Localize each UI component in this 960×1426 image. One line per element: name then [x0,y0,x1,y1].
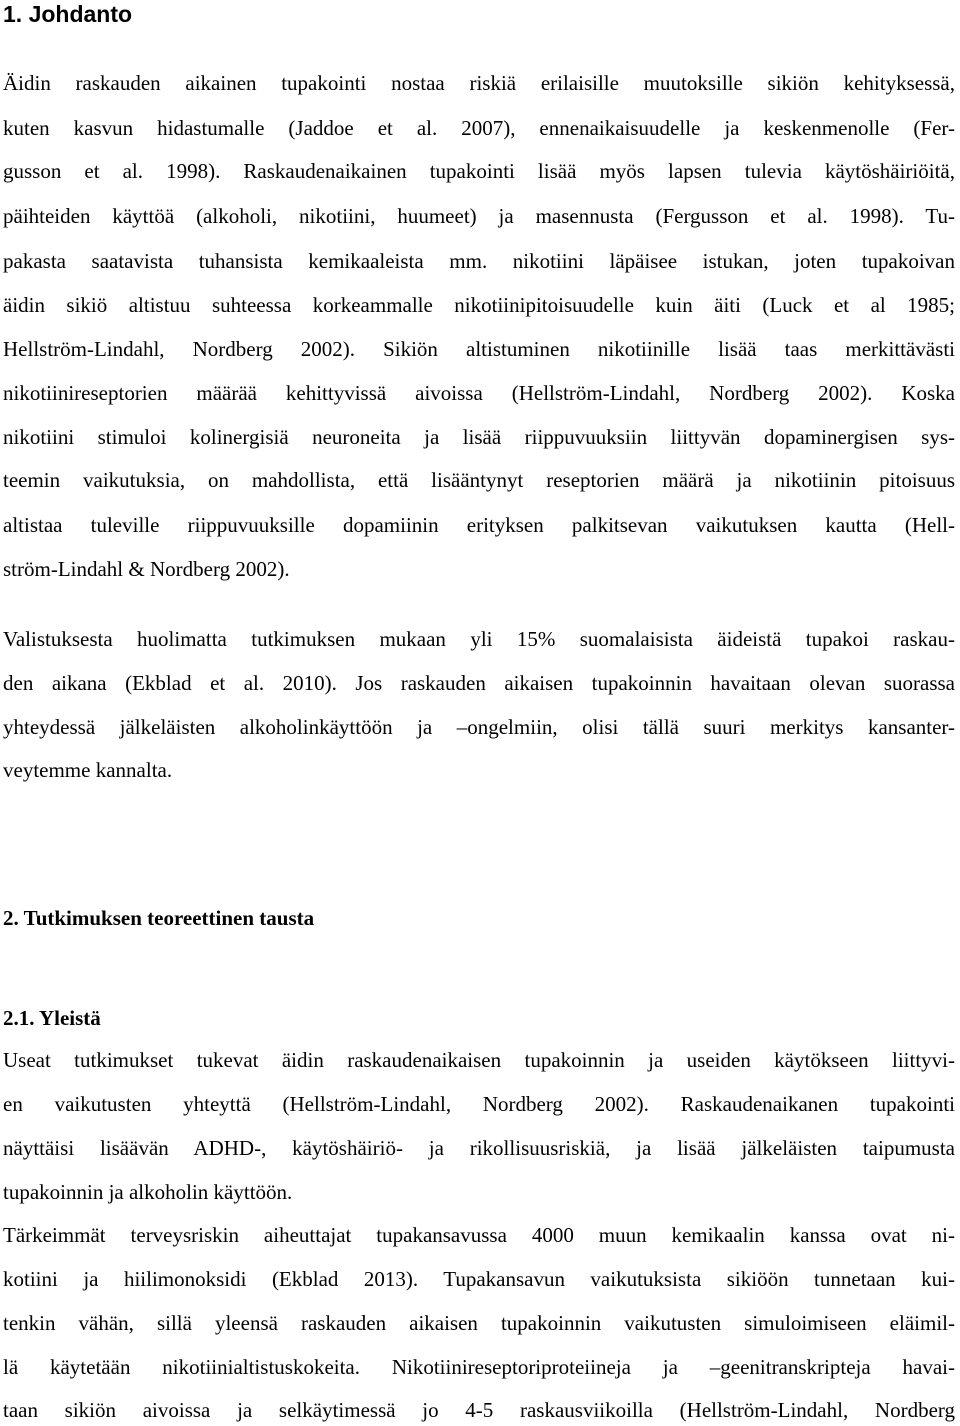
text-line: tenkin vähän, sillä yleensä raskauden aikaisen tupakoinnin vaikutusten simuloimiseen eläimil- [3,1311,955,1335]
text-line: en vaikutusten yhteyttä (Hellström-Lindahl, Nordberg 2002). Raskaudenaikanen tupakointi [3,1092,955,1116]
text-line: Valistuksesta huolimatta tutkimuksen mukaan yli 15% suomalaisista äideistä tupakoi raskau- [3,627,955,651]
text-line: nikotiini stimuloi kolinergisiä neuroneita ja lisää riippuvuuksiin liittyvän dopaminergisen sys- [3,425,955,449]
subsection-heading-yleista: 2.1. Yleistä [3,1006,101,1030]
text-line: kuten kasvun hidastumalle (Jaddoe et al. 2007), ennenaikaisuudelle ja keskenmenolle (Fer- [3,116,955,140]
text-line: yhteydessä jälkeläisten alkoholinkäyttöön ja –ongelmiin, olisi tällä suuri merkitys kansanter- [3,715,955,739]
text-line: kotiini ja hiilimonoksidi (Ekblad 2013). Tupakansavun vaikutuksista sikiöön tunnetaan kui- [3,1267,955,1291]
text-line: Hellström-Lindahl, Nordberg 2002). Sikiön altistuminen nikotiinille lisää taas merkittävästi [3,337,955,361]
text-line: päihteiden käyttöä (alkoholi, nikotiini, huumeet) ja masennusta (Fergusson et al. 1998). Tu- [3,204,955,228]
text-line: teemin vaikutuksia, on mahdollista, että lisääntynyt reseptorien määrä ja nikotiinin pitoisuus [3,468,955,492]
section-heading-johdanto: 1. Johdanto [3,1,133,27]
text-line: ström-Lindahl & Nordberg 2002). [3,557,290,581]
text-line: taan sikiön aivoissa ja selkäytimessä jo 4-5 raskausviikoilla (Hellström-Lindahl, Nordberg [3,1398,955,1422]
text-line: Tärkeimmät terveysriskin aiheuttajat tupakansavussa 4000 muun kemikaalin kanssa ovat ni- [3,1223,955,1247]
text-line: näyttäisi lisäävän ADHD-, käytöshäiriö- ja rikollisuusriskiä, ja lisää jälkeläisten taipumusta [3,1136,955,1160]
text-line: tupakoinnin ja alkoholin käyttöön. [3,1180,293,1204]
text-line: äidin sikiö altistuu suhteessa korkeammalle nikotiinipitoisuudelle kuin äiti (Luck et al 1985; [3,293,955,317]
text-line: Useat tutkimukset tukevat äidin raskaudenaikaisen tupakoinnin ja useiden käytökseen liittyvi- [3,1048,955,1072]
text-line: lä käytetään nikotiinialtistuskokeita. Nikotiinireseptoriproteiineja ja –geenitranskripteja havai- [3,1355,955,1379]
text-line: Äidin raskauden aikainen tupakointi nostaa riskiä erilaisille muutoksille sikiön kehityksessä, [3,71,955,95]
section-heading-teoreettinen-tausta: 2. Tutkimuksen teoreettinen tausta [3,906,315,930]
text-line: altistaa tuleville riippuvuuksille dopamiinin erityksen palkitsevan vaikutuksen kautta (Hell- [3,513,955,537]
text-line: gusson et al. 1998). Raskaudenaikainen tupakointi lisää myös lapsen tulevia käytöshäiriöitä, [3,159,955,183]
text-line: den aikana (Ekblad et al. 2010). Jos raskauden aikaisen tupakoinnin havaitaan olevan suorassa [3,671,955,695]
text-line: veytemme kannalta. [3,758,173,782]
text-line: nikotiinireseptorien määrää kehittyvissä aivoissa (Hellström-Lindahl, Nordberg 2002). Koska [3,381,955,405]
text-line: pakasta saatavista tuhansista kemikaaleista mm. nikotiini läpäisee istukan, joten tupakoivan [3,249,955,273]
